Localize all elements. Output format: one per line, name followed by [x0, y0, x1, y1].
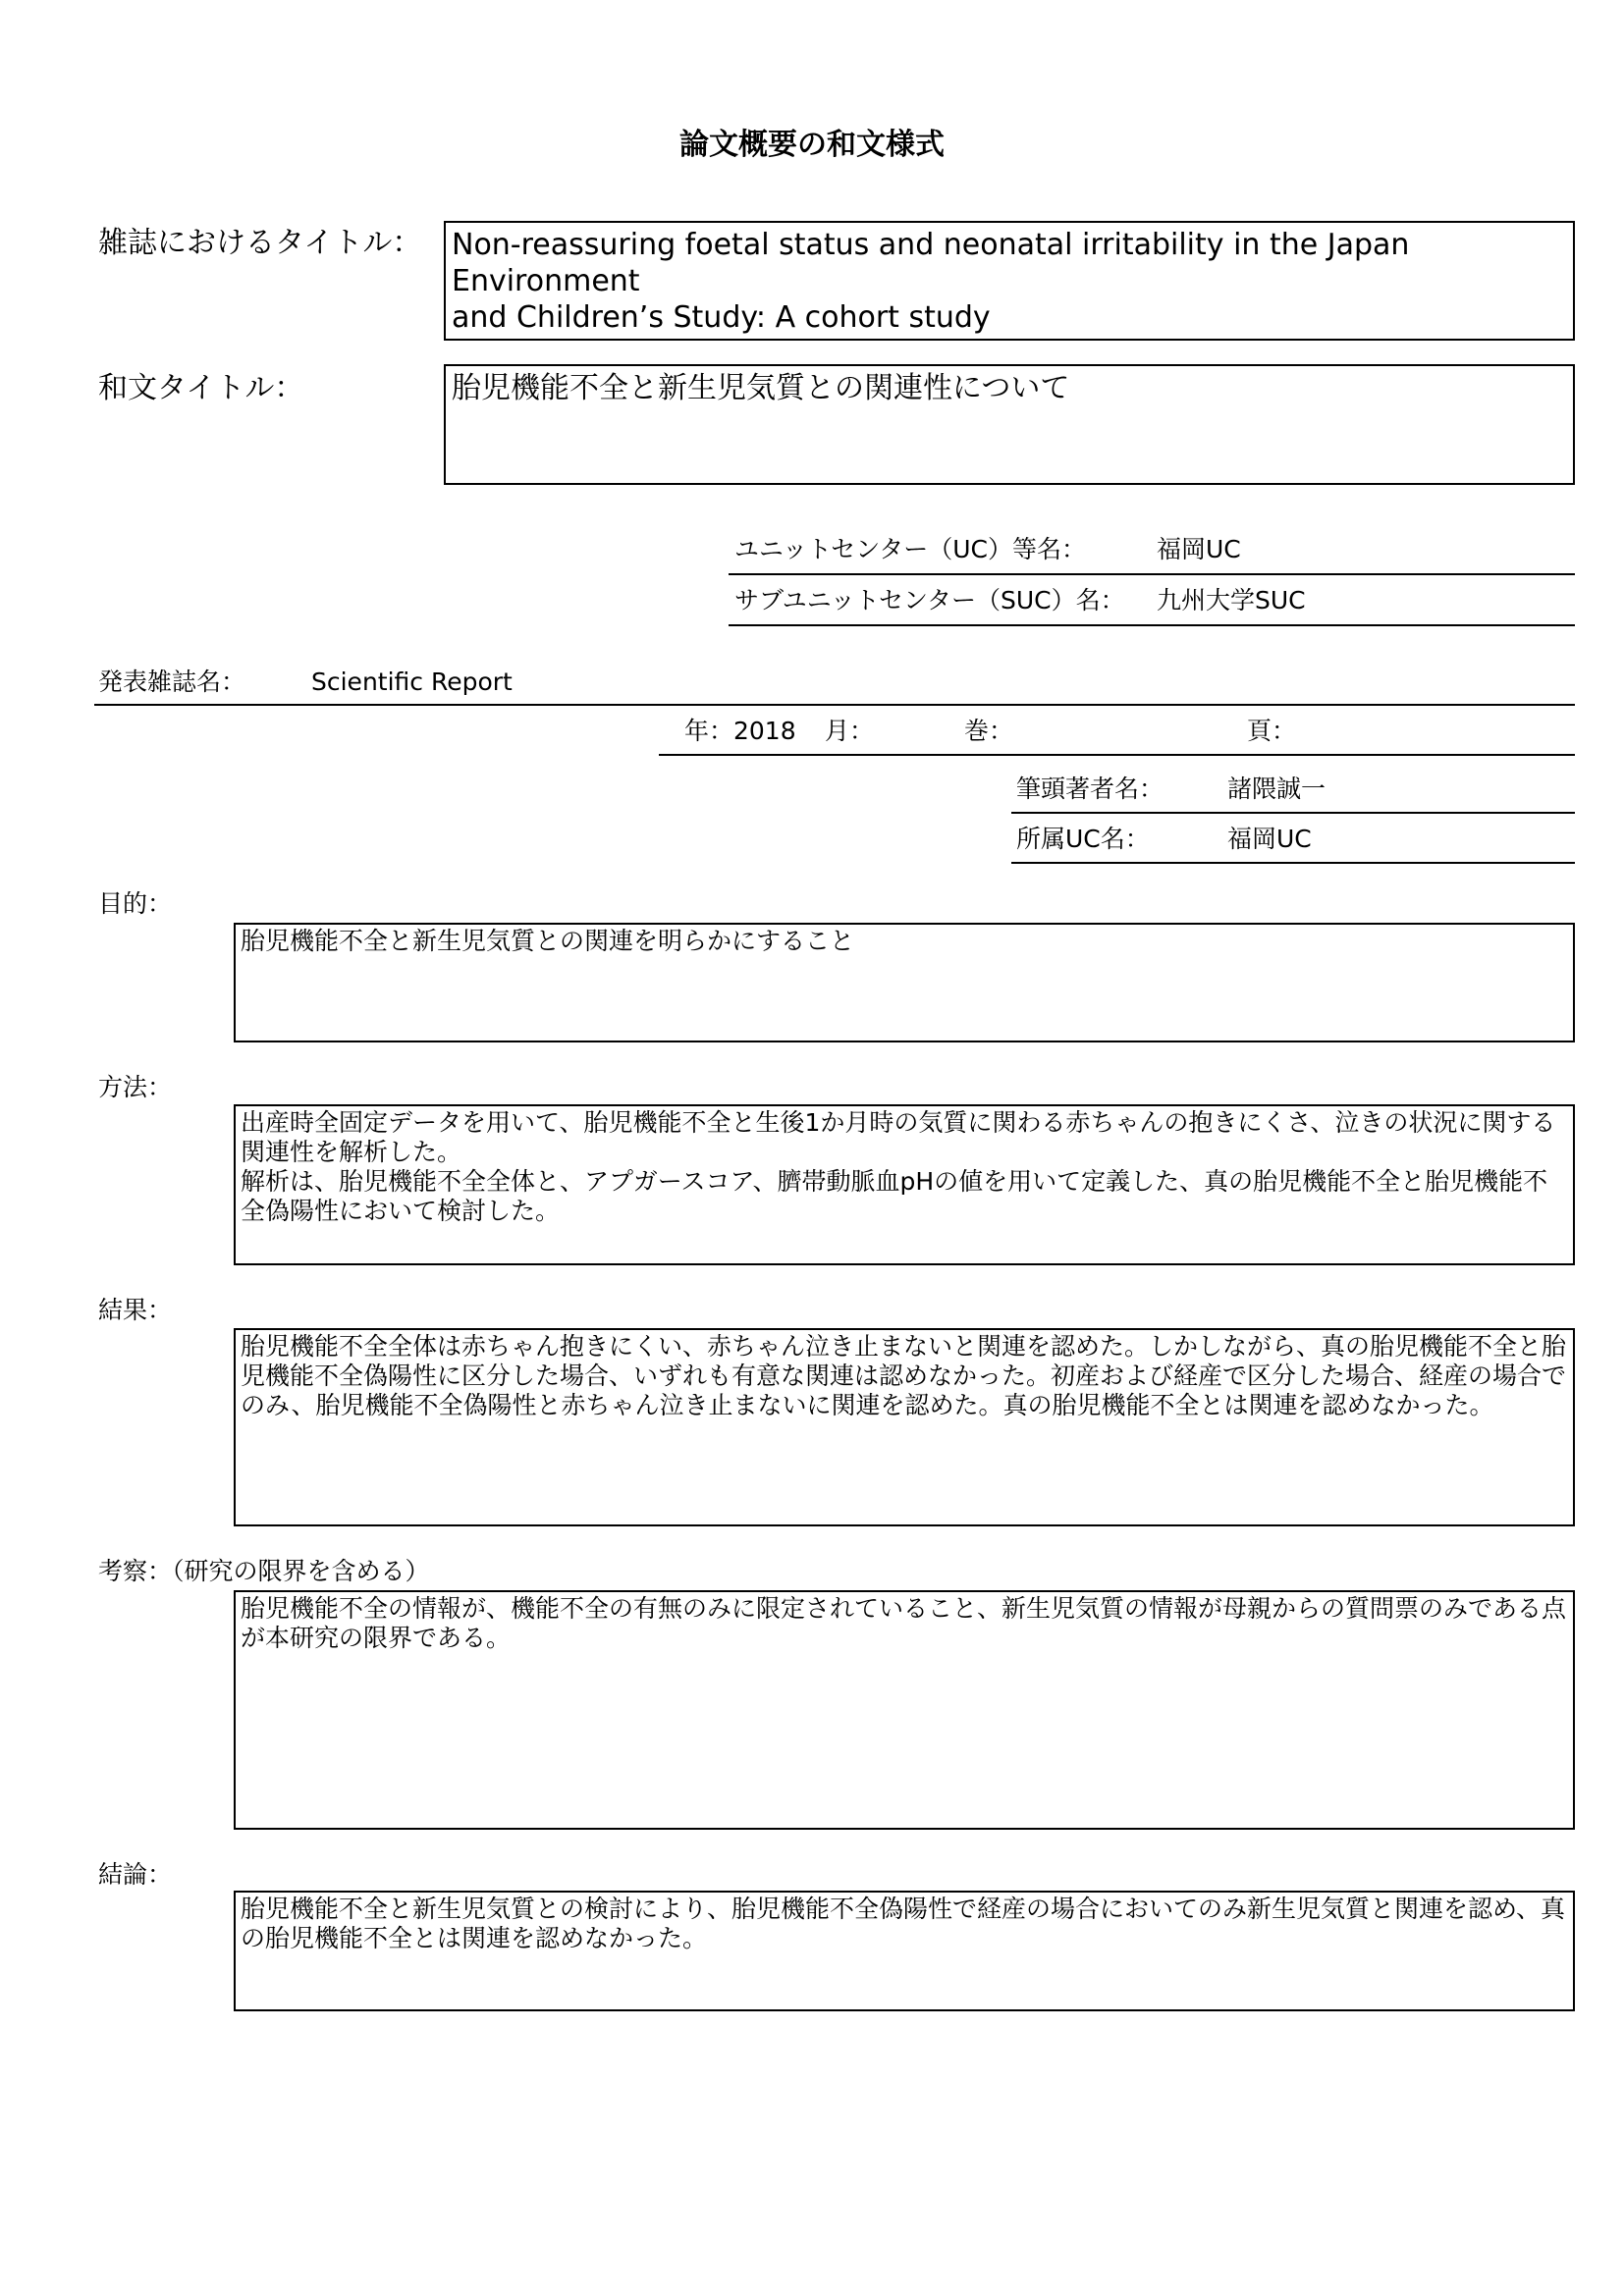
conclusion-text: 胎児機能不全と新生児気質との検討により、胎児機能不全偽陽性で経産の場合においてのみ新生児気質と関連を認め、真の胎児機能不全とは関連を認めなかった。 [241, 1895, 1566, 1952]
japanese-title-label: 和文タイトル： [98, 371, 304, 405]
month-label: 月： [825, 717, 875, 745]
discussion-box [234, 1590, 1575, 1830]
methods-label: 方法： [98, 1073, 173, 1101]
affiliation-label: 所属UC名： [1016, 825, 1150, 853]
uc-label: ユニットセンター（UC）等名： [734, 535, 1087, 563]
methods-text: 出産時全固定データを用いて、胎児機能不全と生後1か月時の気質に関わる赤ちゃんの抱きにくさ、泣きの状況に関する関連性を解析した。 解析は、胎児機能不全全体と、アプガースコア、臍帯動脈血pHの値を用いて定義した、真の胎児機能不全と胎児機能不全偽陽性において検討した。 [241, 1108, 1556, 1225]
results-box [234, 1328, 1575, 1526]
volume-label: 巻： [964, 717, 1014, 745]
conclusion-box [234, 1891, 1575, 2011]
first-author-value: 諸隈誠一 [1227, 774, 1326, 803]
suc-label: サブユニットセンター（SUC）名： [734, 586, 1125, 614]
first-author-divider [1011, 812, 1575, 814]
year-divider [659, 754, 1575, 756]
purpose-box [234, 923, 1575, 1042]
methods-box [234, 1104, 1575, 1265]
journal-title-label: 雑誌におけるタイトル： [98, 226, 422, 260]
japanese-title-box [444, 364, 1575, 485]
journal-name-label: 発表雑誌名： [98, 667, 246, 696]
suc-divider [729, 624, 1575, 626]
purpose-label: 目的： [98, 889, 173, 918]
affiliation-value: 福岡UC [1227, 825, 1312, 853]
journal-title-text: Non-reassuring foetal status and neonatal irritability in the Japan Environment and Children’s Study: A cohort study [452, 228, 1410, 335]
page-label: 頁： [1247, 717, 1297, 745]
uc-divider [729, 573, 1575, 575]
uc-value: 福岡UC [1157, 535, 1241, 563]
affiliation-divider [1011, 862, 1575, 864]
page-title: 論文概要の和文様式 [679, 128, 945, 162]
first-author-label: 筆頭著者名： [1016, 774, 1164, 803]
results-label: 結果： [98, 1296, 173, 1324]
results-text: 胎児機能不全全体は赤ちゃん抱きにくい、赤ちゃん泣き止まないと関連を認めた。しかしながら、真の胎児機能不全と胎児機能不全偽陽性に区分した場合、いずれも有意な関連は認めなかった。初産および経産で区分した場合、経産の場合でのみ、胎児機能不全偽陽性と赤ちゃん泣き止まないに関連を認めた。真の胎児機能不全とは関連を認めなかった。 [241, 1332, 1567, 1419]
journal-title-box [444, 221, 1575, 341]
purpose-text: 胎児機能不全と新生児気質との関連を明らかにすること [241, 927, 855, 955]
discussion-text: 胎児機能不全の情報が、機能不全の有無のみに限定されていること、新生児気質の情報が母親からの質問票のみである点が本研究の限界である。 [241, 1594, 1567, 1652]
discussion-label: 考察：（研究の限界を含める） [98, 1557, 430, 1585]
year-value: 2018 [733, 717, 796, 745]
conclusion-label: 結論： [98, 1860, 173, 1889]
suc-value: 九州大学SUC [1157, 586, 1306, 614]
japanese-title-text: 胎児機能不全と新生児気質との関連性について [452, 371, 1070, 405]
journal-name-value: Scientific Report [311, 667, 513, 696]
year-label: 年： [684, 717, 734, 745]
journal-name-divider [94, 704, 1575, 706]
